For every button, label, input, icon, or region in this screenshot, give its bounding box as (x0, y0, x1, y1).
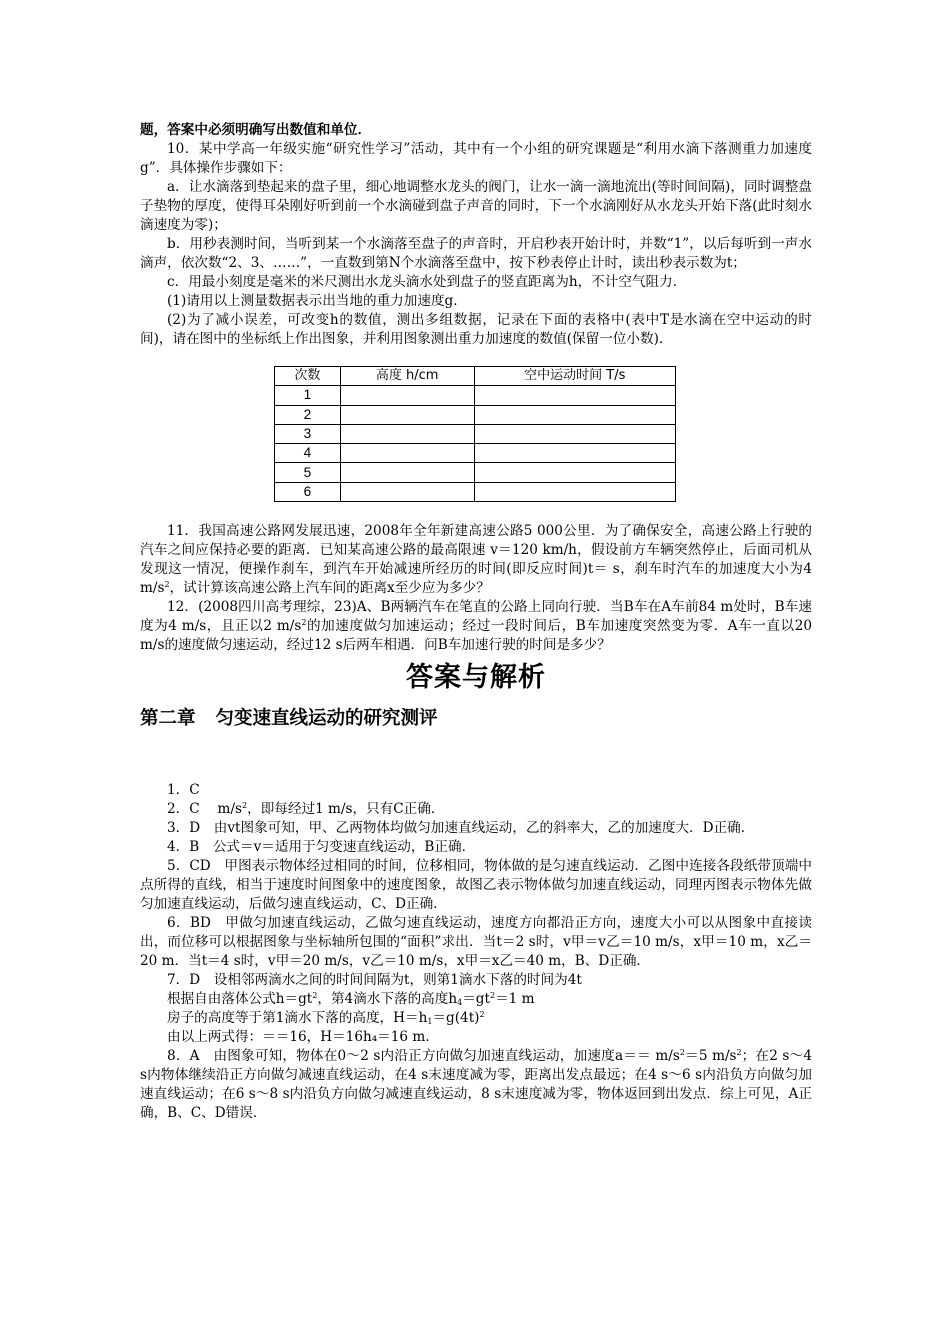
table-cell-empty (340, 424, 474, 443)
superscript-2: 2 (301, 618, 307, 628)
question-10-part-2: (2)为了减小误差，可改变h的数值，测出多组数据，记录在下面的表格中(表中T是水滴在空中运动的时间)，请在图中的坐标纸上作出图象，并利用图象测出重力加速度的数值(保留一位小数). (140, 312, 812, 347)
chapter-title: 匀变速直线运动的研究测评 (215, 708, 438, 730)
answer-7-line-3 (140, 1009, 812, 1028)
answer-7-text: ，第4滴水下落的高度h (317, 991, 458, 1008)
answer-3: 3．D 由vt图象可知，甲、乙两物体均做匀加速直线运动，乙的斜率大，乙的加速度大．D正确． (167, 820, 755, 837)
table-cell-empty (474, 444, 675, 463)
subscript-4: 4 (457, 998, 463, 1008)
table-cell-index: 6 (275, 482, 341, 501)
table-cell-empty (474, 463, 675, 482)
answer-1: 1．C (167, 782, 200, 799)
table-cell-empty (474, 386, 675, 405)
answer-7-text: 房子的高度等于第1滴水下落的高度，H＝h (167, 1010, 428, 1027)
question-11-text-b: ，试计算该高速公路上汽车间的距离x至少应为多少？ (169, 580, 490, 597)
chapter-heading (140, 704, 812, 734)
answers-section (140, 781, 812, 1123)
question-10-part-1: (1)请用以上测量数据表示出当地的重力加速度g. (167, 293, 458, 309)
table-cell-empty (340, 482, 474, 501)
table-cell-index: 4 (275, 444, 341, 463)
table-cell-empty (340, 463, 474, 482)
answer-8-text: ＝5 m/s (684, 1048, 737, 1065)
answer-2-text-a: 2．C m/s (167, 801, 243, 818)
superscript-2: 2 (479, 1010, 485, 1020)
table-header-time: 空中运动时间 T/s (474, 367, 675, 386)
question-10-step-b: b．用秒表测时间，当听到某一个水滴落至盘子的声音时，开启秒表开始计时，并数“1”，以后每听到一声水滴声，依次数“2、3、……”，一直数到第N个水滴落至盘中，按下秒表停止计时，读出秒表示数为t； (140, 236, 812, 271)
table-cell-empty (340, 386, 474, 405)
table-row (275, 386, 676, 405)
subscript-1: 1 (427, 1017, 433, 1027)
answer-4: 4．B 公式＝v＝适用于匀变速直线运动，B正确． (167, 839, 476, 856)
table-header-row (275, 367, 676, 386)
answer-7-line-2 (140, 990, 812, 1009)
question-11-text-a: 11．我国高速公路网发展迅速，2008年全年新建高速公路5 000公里．为了确保安全，高速公路上行驶的汽车之间应保持必要的距离．已知某高速公路的最高限速 v＝120 km/h，假设前方车辆突然停止，后面司机从发现这一情况，便操作刹车，到汽车开始减速所经历的时间(即反应时间)t＝ s，刹车时汽车的加速度大小为4 m/s (140, 523, 812, 597)
table-row (275, 424, 676, 443)
question-10-step-c: c．用最小刻度是毫米的米尺测出水龙头滴水处到盘子的竖直距离为h，不计空气阻力． (167, 274, 687, 290)
answer-8 (140, 1047, 812, 1123)
question-12-text-a: 12．(2008四川高考理综，23)A、B两辆汽车在笔直的公路上同向行驶．当B车在A车前84 m处时，B车速度为4 m/s，且正以2 m/s (140, 599, 812, 635)
answer-8-text: 8．A 由图象可知，物体在0～2 s内沿正方向做匀加速直线运动，加速度a＝＝ m/s (167, 1048, 680, 1065)
table-cell-index: 1 (275, 386, 341, 405)
superscript-2: 2 (312, 991, 318, 1001)
table-header-height: 高度 h/cm (340, 367, 474, 386)
table-row (275, 463, 676, 482)
superscript-2: 2 (679, 1048, 685, 1058)
answer-7-text: ＝1 m (495, 991, 535, 1008)
intro-text: 题，答案中必须明确写出数值和单位． (140, 122, 372, 138)
data-table (274, 366, 676, 502)
superscript-2: 2 (489, 991, 496, 1001)
answer-7-line-4: 由以上两式得：＝＝16，H＝16h₄＝16 m. (167, 1029, 430, 1046)
superscript-2: 2 (736, 1048, 742, 1058)
superscript-2: 2 (164, 580, 170, 590)
answer-2-text-b: ，即每经过1 m/s，只有C正确． (247, 801, 445, 818)
table-row (275, 405, 676, 424)
superscript-2: 2 (242, 801, 248, 811)
table-row (275, 444, 676, 463)
table-cell-index: 2 (275, 405, 341, 424)
document-page (140, 121, 812, 1123)
answer-6: 6．BD 甲做匀加速直线运动，乙做匀速直线运动，速度方向都沿正方向，速度大小可以从图象中直接读出，而位移可以根据图象与坐标轴所包围的“面积”求出．当t＝2 s时，v甲＝v乙＝10 m/s，x甲＝10 m，x乙＝20 m．当t＝4 s时，v甲＝20 m/s，v乙＝10 m/s，x甲＝x乙＝40 m，B、D正确． (140, 915, 812, 970)
answer-7-text: ＝gt (462, 991, 490, 1008)
table-cell-index: 5 (275, 463, 341, 482)
table-cell-index: 3 (275, 424, 341, 443)
table-row (275, 482, 676, 501)
answer-2 (140, 800, 812, 819)
answer-5: 5．CD 甲图表示物体经过相同的时间，位移相同，物体做的是匀速直线运动．乙图中连接各段纸带顶端中点所得的直线，相当于速度时间图象中的速度图象，故图乙表示物体做匀加速直线运动，同理丙图表示物体先做匀加速直线运动，后做匀速直线运动，C、D正确． (140, 858, 812, 913)
question-10-stem: 10．某中学高一年级实施“研究性学习”活动，其中有一个小组的研究课题是“利用水滴下落测重力加速度g”．具体操作步骤如下： (140, 141, 812, 176)
question-12 (140, 598, 812, 655)
table-header-count: 次数 (275, 367, 341, 386)
table-cell-empty (340, 444, 474, 463)
question-11 (140, 522, 812, 598)
table-cell-empty (340, 405, 474, 424)
answer-7-text: ＝g(4t) (432, 1010, 480, 1027)
answers-title: 答案与解析 (406, 662, 546, 694)
question-10-step-a: a．让水滴落到垫起来的盘子里，细心地调整水龙头的阀门，让水一滴一滴地流出(等时间间隔)，同时调整盘子垫物的厚度，使得耳朵刚好听到前一个水滴碰到盘子声音的同时，下一个水滴刚好从水龙头开始下落(此时刻水滴速度为零)； (140, 179, 812, 233)
question-12-text-b: 的加速度做匀加速运动；经过一段时间后，B车加速度突然变为零．A车一直以20 m/s的速度做匀速运动，经过12 s后两车相遇．问B车加速行驶的时间是多少？ (140, 618, 812, 654)
answer-7-line-1: 7．D 设相邻两滴水之间的时间间隔为t，则第1滴水下落的时间为4t (167, 972, 582, 989)
table-cell-empty (474, 405, 675, 424)
answer-8-text: ；在2 s～4 s内物体继续沿正方向做匀减速直线运动，在4 s末速度减为零，距离出发点最远；在4 s～6 s内沿负方向做匀加速直线运动；在6 s～8 s内沿负方向做匀减速直线运动，8 s末速度减为零，物体返回到出发点．综上可见，A正确，B、C、D错误． (140, 1048, 812, 1122)
chapter-number: 第二章 (140, 708, 196, 730)
table-cell-empty (474, 424, 675, 443)
table-cell-empty (474, 482, 675, 501)
answer-7-text: 根据自由落体公式h＝gt (167, 991, 313, 1008)
